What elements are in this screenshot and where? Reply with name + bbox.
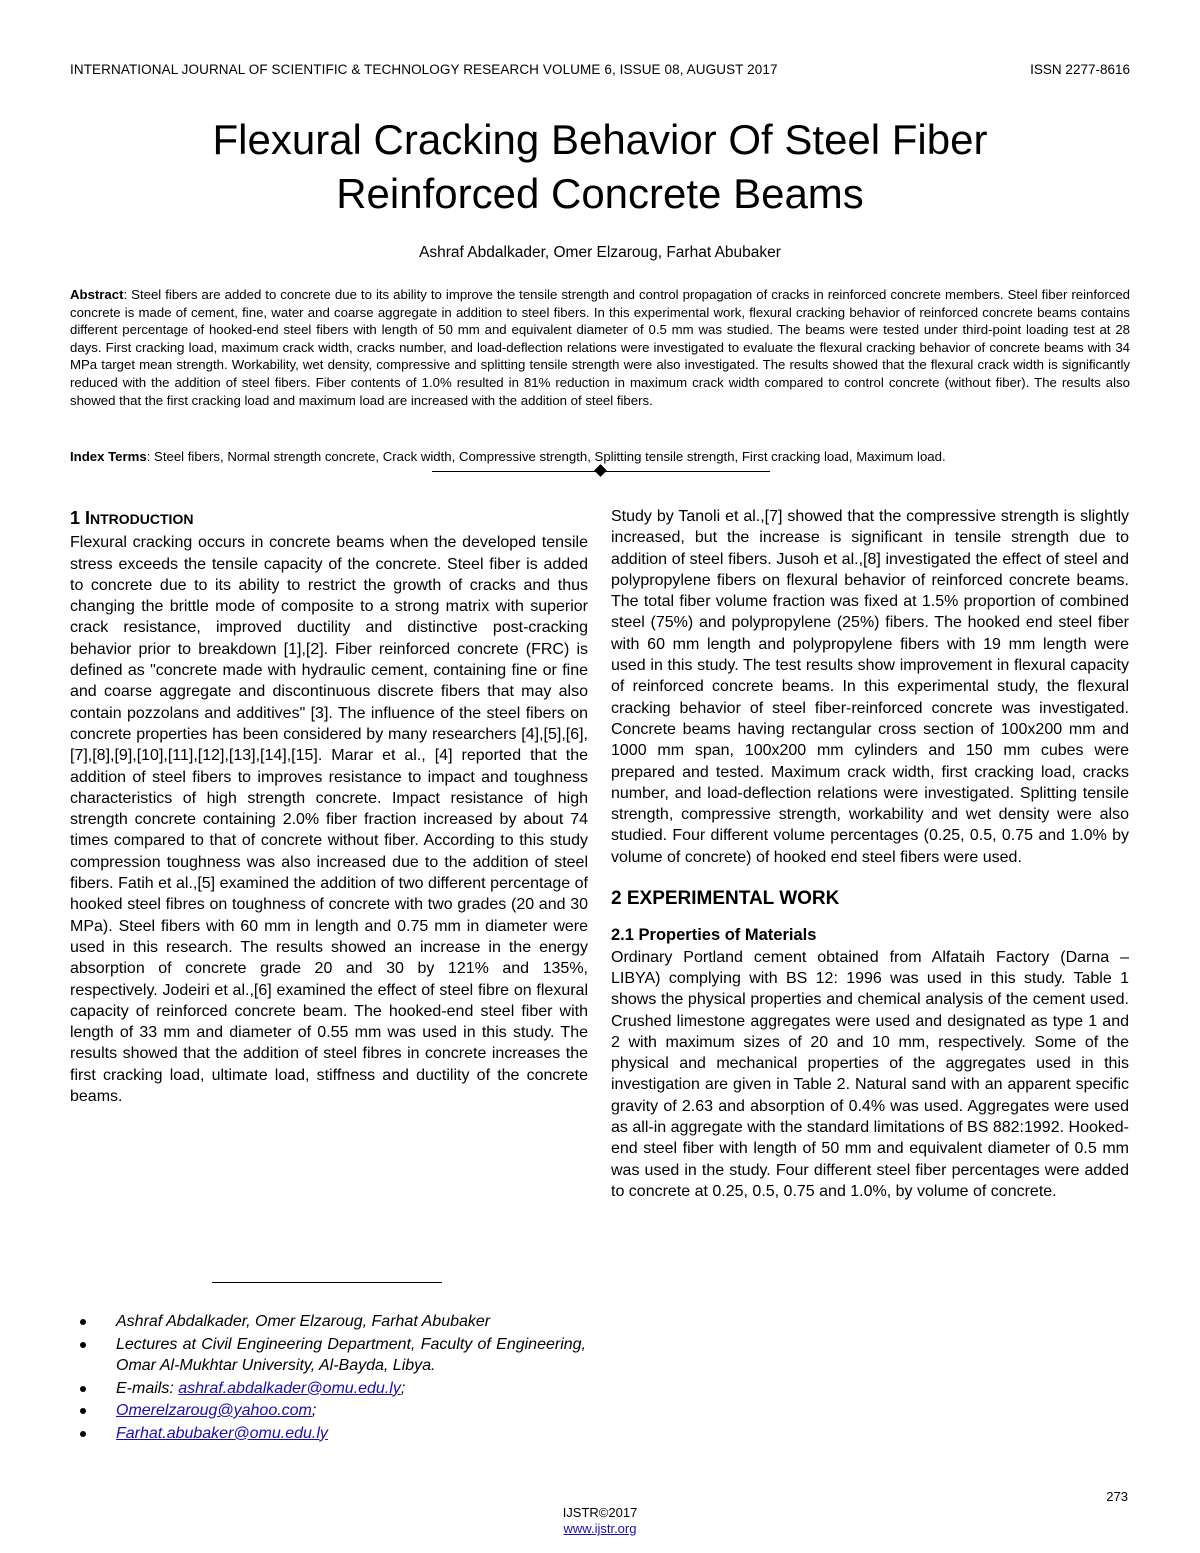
introduction-heading-rest: NTRODUCTION: [90, 511, 194, 527]
author-list: Ashraf Abdalkader, Omer Elzaroug, Farhat Abubaker: [419, 244, 781, 261]
page-number: 273: [1106, 1489, 1128, 1504]
footnote-email-1: E-mails: ashraf.abdalkader@omu.edu.ly;: [78, 1378, 586, 1400]
materials-paragraph: Ordinary Portland cement obtained from Alfataih Factory (Darna – LIBYA) complying with BS 12: 1996 was used in this study. Table 1 shows the physical properties and chemical analysis of the cement used. Crushed limestone aggregates were used and designated as type 1 and 2 with maximum sizes of 20 and 10 mm, respectively. Some of the physical and mechanical properties of the aggregates used in this investigation are given in Table 2. Natural sand with an apparent specific gravity of 2.63 and absorption of 0.4% was used. Aggregates were used as all-in aggregate with the standard limitations of BS 882:1992. Hooked-end steel fiber with length of 50 mm and equivalent diameter of 0.5 mm was used in the study. Four different steel fiber percentages were added to concrete at 0.25, 0.5, 0.75 and 1.0%, by volume of concrete.: [611, 948, 1129, 1200]
index-terms-label: Index Terms: [70, 449, 147, 464]
author-footnotes: [78, 1311, 586, 1445]
bullet-icon: [80, 1431, 86, 1437]
page-footer: [0, 1505, 1200, 1537]
title-line-1: Flexural Cracking Behavior Of Steel Fiber: [212, 116, 988, 163]
introduction-continued: Study by Tanoli et al.,[7] showed that the compressive strength is slightly increased, but the increase is significant in tensile strength due to addition of steel fibers. Jusoh et al.,[8] investigated the effect of steel and polypropylene fibers on flexural behavior of reinforced concrete beams. The total fiber volume fraction was fixed at 1.5% proportion of combined steel (75%) and polypropylene (25%) fibers. The hooked end steel fiber with 60 mm length and polypropylene fibers with 19 mm length were used in this study. The test results show improvement in flexural capacity of reinforced concrete beams. In this experimental study, the flexural cracking behavior of steel fiber-reinforced concrete was investigated. Concrete beams having rectangular cross section of 100x200 mm and 1000 mm span, 100x200 mm cylinders and 150 mm cubes were prepared and tested. Maximum crack width, first cracking load, cracks number, and load-deflection relations were investigated. Splitting tensile strength, compressive strength, workability and wet density were also studied. Four different volume percentages (0.25, 0.5, 0.75 and 1.0% by volume of concrete) of hooked end steel fibers were used.: [611, 508, 1129, 866]
bullet-icon: [80, 1408, 86, 1414]
copyright: IJSTR©2017: [562, 1505, 638, 1520]
email-link-3[interactable]: Farhat.abubaker@omu.edu.ly: [116, 1424, 328, 1442]
left-column: [70, 508, 588, 1107]
divider-diamond-icon: [594, 464, 607, 477]
introduction-heading-number: 1 I: [70, 508, 91, 528]
website-link[interactable]: www.ijstr.org: [563, 1521, 637, 1536]
footnote-affiliation: Lectures at Civil Engineering Department, Faculty of Engineering, Omar Al-Mukhtar University, Al-Bayda, Libya.: [78, 1334, 586, 1377]
right-column: [611, 506, 1129, 1202]
bullet-icon: [80, 1386, 86, 1392]
introduction-heading: [70, 508, 588, 530]
title-line-2: Reinforced Concrete Beams: [336, 170, 864, 217]
footnote-rule: [212, 1282, 442, 1283]
index-terms-text: : Steel fibers, Normal strength concrete, Crack width, Compressive strength, Splitting tensile strength, First cracking load, Maximum load.: [146, 449, 946, 464]
introduction-paragraph: Flexural cracking occurs in concrete beams when the developed tensile stress exceeds the tensile capacity of the concrete. Steel fiber is added to concrete due to its ability to restrict the growth of cracks and thus changing the brittle mode of composite to a strong matrix with superior crack resistance, improved ductility and distinctive post-cracking behavior prior to breakdown [1],[2]. Fiber reinforced concrete (FRC) is defined as "concrete made with hydraulic cement, containing fine or fine and coarse aggregate and discontinuous discrete fibers that may also contain pozzolans and additives" [3]. The influence of the steel fibers on concrete properties has been considered by many researchers [4],[5],[6],[7],[8],[9],[10],[11],[12],[13],[14],[15]. Marar et al., [4] reported that the addition of steel fibers to improves resistance to impact and toughness characteristics of high strength concrete. Impact resistance of high strength concrete containing 2.0% fiber fraction increased by about 74 times compared to that of concrete without fiber. According to this study compression toughness was also increased due to the addition of steel fibers. Fatih et al.,[5] examined the addition of two different percentage of hooked steel fibres on toughness of concrete with two grades (20 and 30 MPa). Steel fibers with 60 mm in length and 0.75 mm in diameter were used in this research. The results showed an increase in the energy absorption of concrete grade 20 and 30 by 121% and 135%, respectively. Jodeiri et al.,[6] examined the effect of steel fibre on flexural capacity of reinforced concrete beam. The hooked-end steel fiber with length of 33 mm and diameter of 0.55 mm was used in this study. The results showed that the addition of steel fibres in concrete increases the first cracking load, ultimate load, stiffness and ductility of the concrete beams.: [70, 534, 588, 1106]
bullet-icon: [80, 1319, 86, 1325]
footnote-authors: Ashraf Abdalkader, Omer Elzaroug, Farhat Abubaker: [78, 1311, 586, 1333]
experimental-heading: 2 EXPERIMENTAL WORK: [611, 888, 840, 910]
issn-header: ISSN 2277-8616: [1030, 62, 1130, 77]
email-link-2[interactable]: Omerelzaroug@yahoo.com: [116, 1402, 312, 1419]
paper-title: [80, 113, 1120, 221]
abstract-label: Abstract: [70, 287, 124, 302]
bullet-icon: [80, 1342, 86, 1348]
abstract: [70, 286, 1130, 409]
abstract-text: : Steel fibers are added to concrete due to its ability to improve the tensile strength and control propagation of cracks in reinforced concrete members. Steel fiber reinforced concrete is made of cement, fine, water and coarse aggregate in addition to steel fibers. In this experimental work, flexural cracking behavior of reinforced concrete beams contains different percentage of hooked-end steel fibers with length of 50 mm and equivalent diameter of 0.5 mm was studied. The beams were tested under third-point loading test at 28 days. First cracking load, maximum crack width, cracks number, and load-deflection relations were investigated to evaluate the flexural cracking behavior of concrete beams with 34 MPa target mean strength. Workability, wet density, compressive and splitting tensile strength were also investigated. The results showed that the flexural crack width is significantly reduced with the addition of steel fibers. Fiber contents of 1.0% resulted in 81% reduction in maximum crack width compared to control concrete (without fiber). The results also showed that the first cracking load and maximum load are increased with the addition of steel fibers.: [70, 287, 1130, 408]
email-link-1[interactable]: ashraf.abdalkader@omu.edu.ly: [178, 1379, 401, 1397]
materials-subheading: 2.1 Properties of Materials: [611, 926, 817, 945]
footnote-email-3: [78, 1423, 586, 1445]
footnote-email-2: Omerelzaroug@yahoo.com;: [78, 1400, 586, 1422]
journal-header: INTERNATIONAL JOURNAL OF SCIENTIFIC & TECHNOLOGY RESEARCH VOLUME 6, ISSUE 08, AUGUST 2017: [70, 62, 778, 77]
